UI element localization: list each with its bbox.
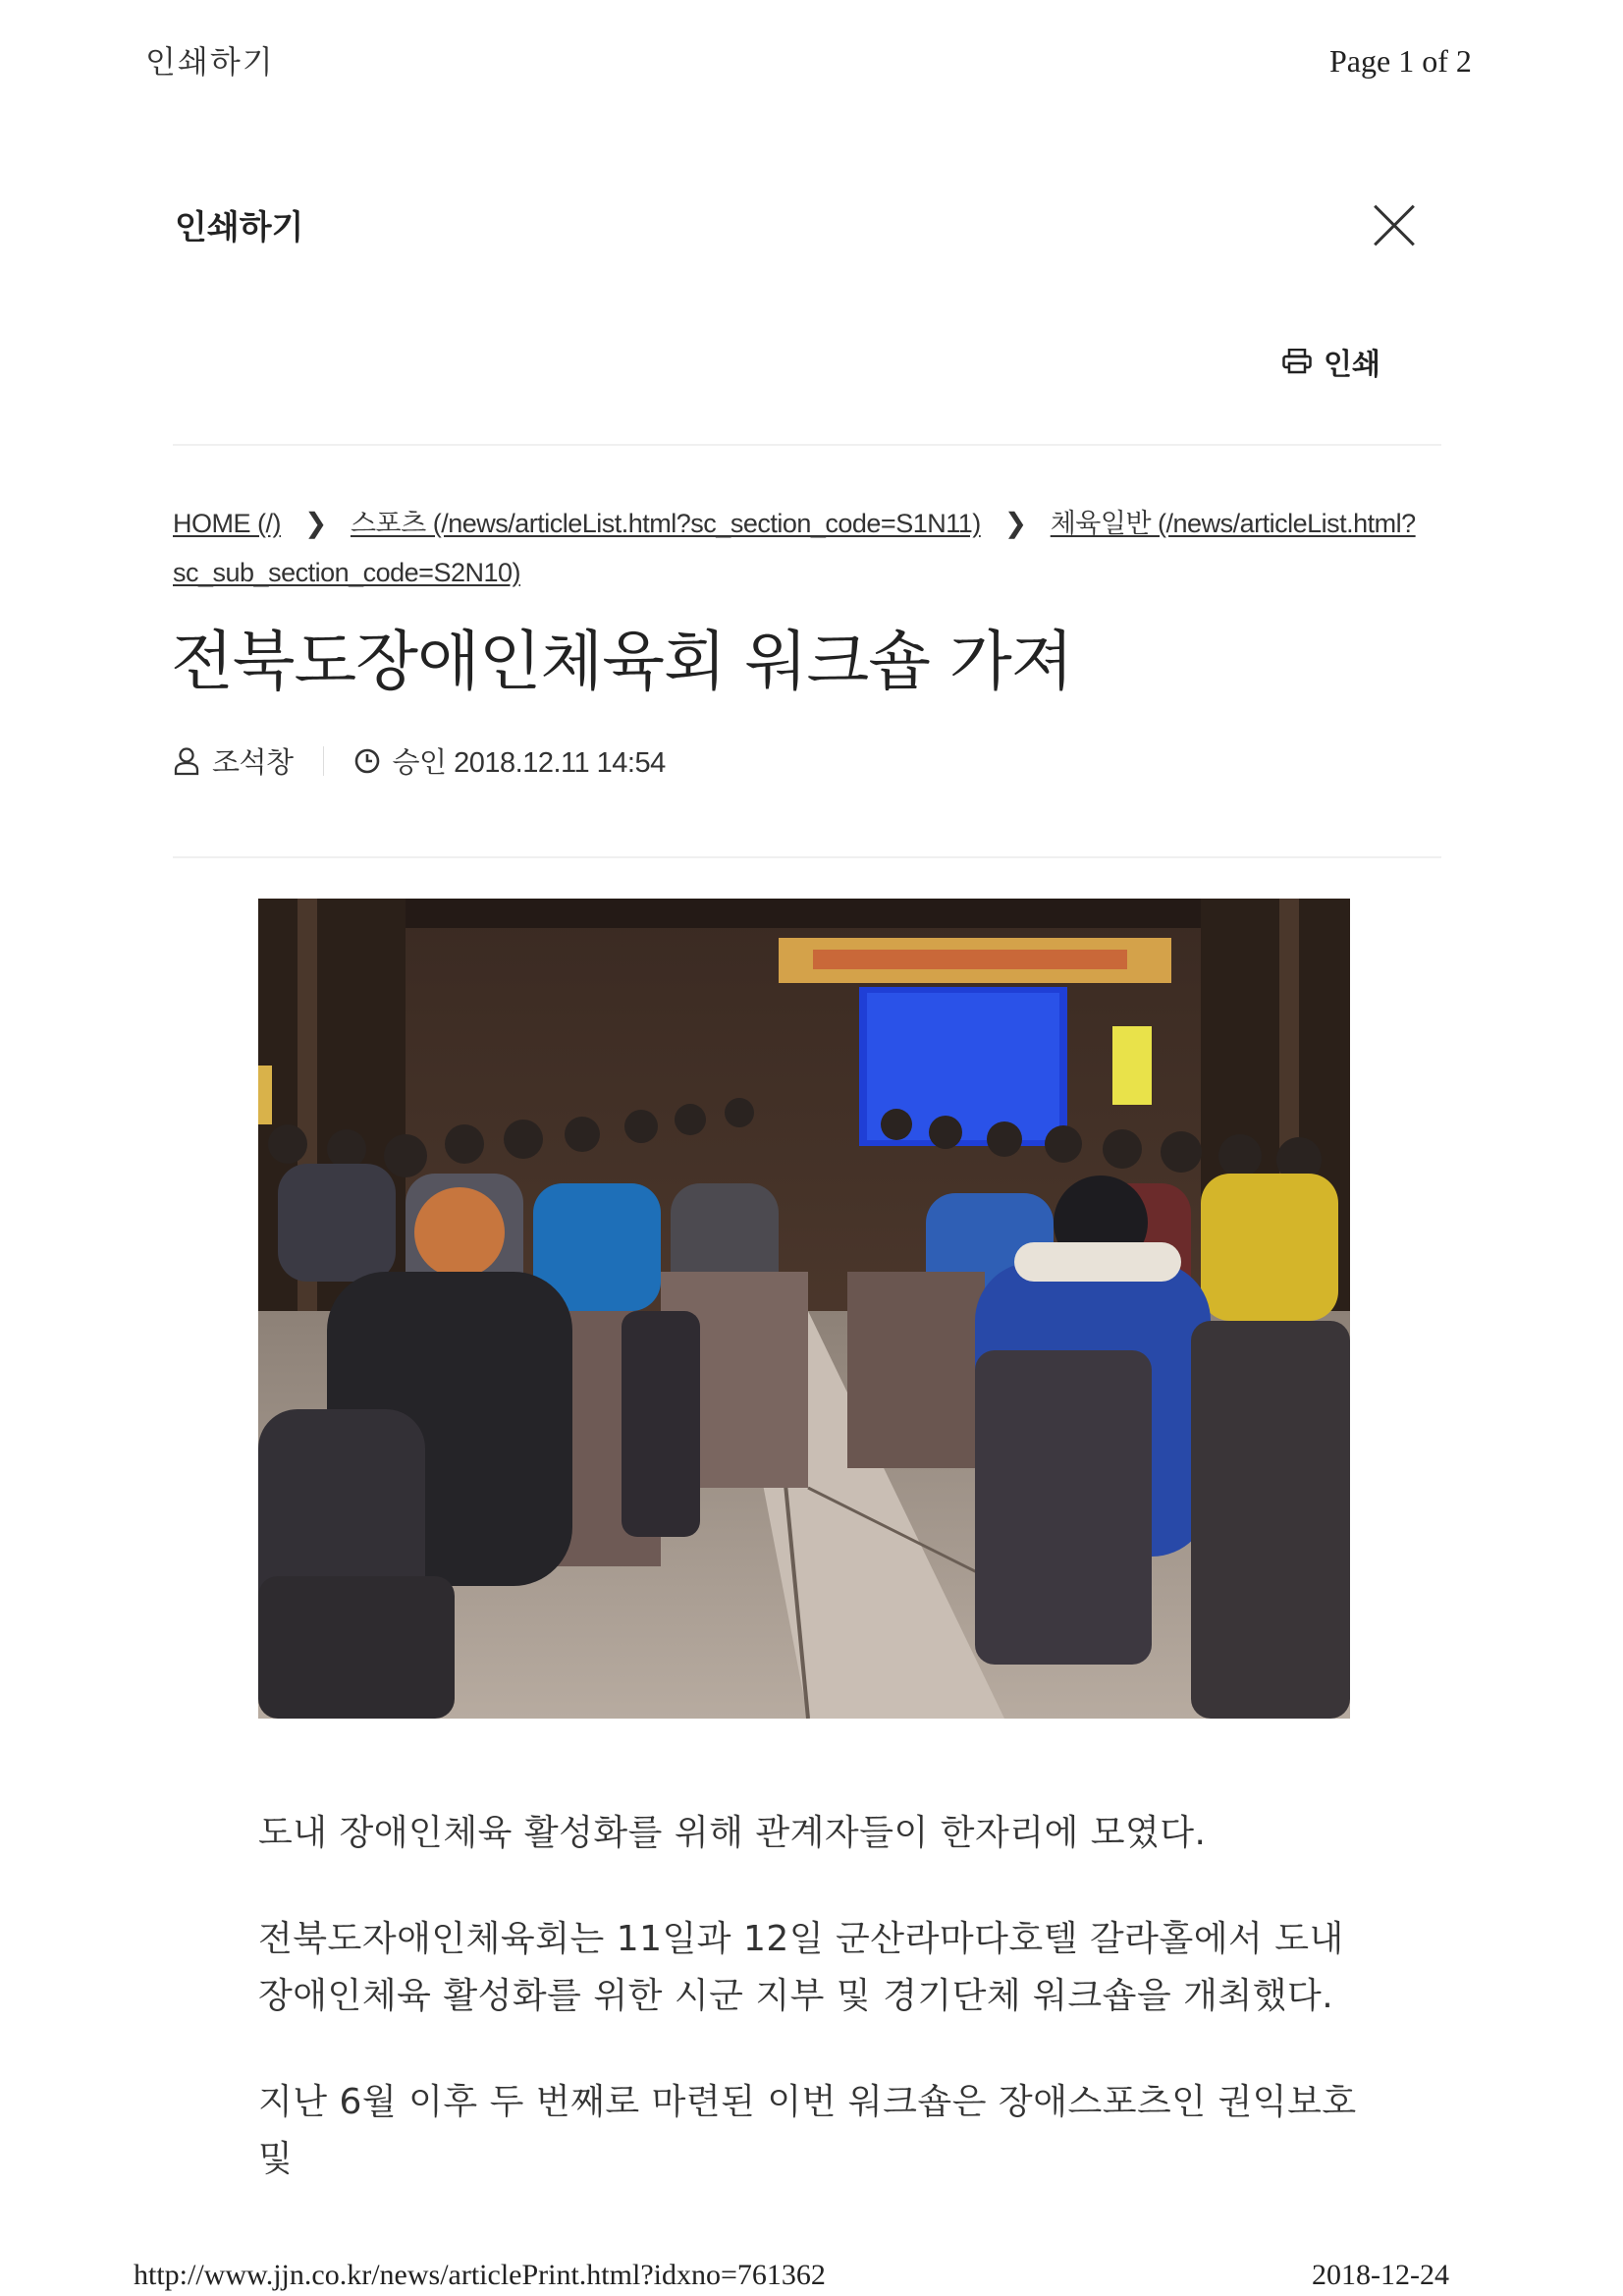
breadcrumb-home[interactable]: HOME (/) xyxy=(173,509,281,538)
chevron-right-icon: ❯ xyxy=(1003,508,1027,538)
user-icon xyxy=(173,746,200,776)
close-icon[interactable] xyxy=(1371,202,1418,249)
article-photo xyxy=(258,899,1350,1719)
breadcrumb xyxy=(173,499,1449,597)
print-date: 2018-12-24 xyxy=(1312,2259,1449,2291)
author-name: 조석창 xyxy=(212,747,294,779)
approved-date: 승인 2018.12.11 14:54 xyxy=(392,747,666,779)
chevron-right-icon: ❯ xyxy=(304,508,327,538)
meta-divider xyxy=(323,746,324,776)
article-meta xyxy=(173,740,666,781)
article-paragraph: 전북도자애인체육회는 11일과 12일 군산라마다호텔 갈라홀에서 도내 장애인체육 활성화를 위한 시군 지부 및 경기단체 워크숍을 개최했다. xyxy=(258,1919,1344,2016)
breadcrumb-section[interactable]: 스포츠 (/news/articleList.html?sc_section_code=S1N11) xyxy=(350,509,981,538)
divider xyxy=(173,856,1441,858)
article-headline: 전북도장애인체육회 워크숍 가져 xyxy=(171,624,1073,699)
article-paragraph: 도내 장애인체육 활성화를 위해 관계자들이 한자리에 모였다. xyxy=(258,1813,1207,1853)
clock-icon xyxy=(353,746,381,776)
page-url: http://www.jjn.co.kr/news/articlePrint.html?idxno=761362 xyxy=(134,2259,826,2291)
print-label: 인쇄 xyxy=(1324,348,1380,382)
breadcrumb-sub-section[interactable]: 체육일반 (/news/articleList.html?sc_sub_section_code=S2N10) xyxy=(173,509,1416,587)
print-button[interactable] xyxy=(1282,342,1380,381)
print-header-title: 인쇄하기 xyxy=(145,43,275,81)
printer-icon xyxy=(1282,349,1312,374)
page-number: Page 1 of 2 xyxy=(1329,43,1472,79)
divider xyxy=(173,444,1441,446)
popup-title: 인쇄하기 xyxy=(175,208,304,247)
article-paragraph: 지난 6월 이후 두 번째로 마련된 이번 워크숍은 장애스포츠인 권익보호 및 xyxy=(258,2082,1357,2179)
